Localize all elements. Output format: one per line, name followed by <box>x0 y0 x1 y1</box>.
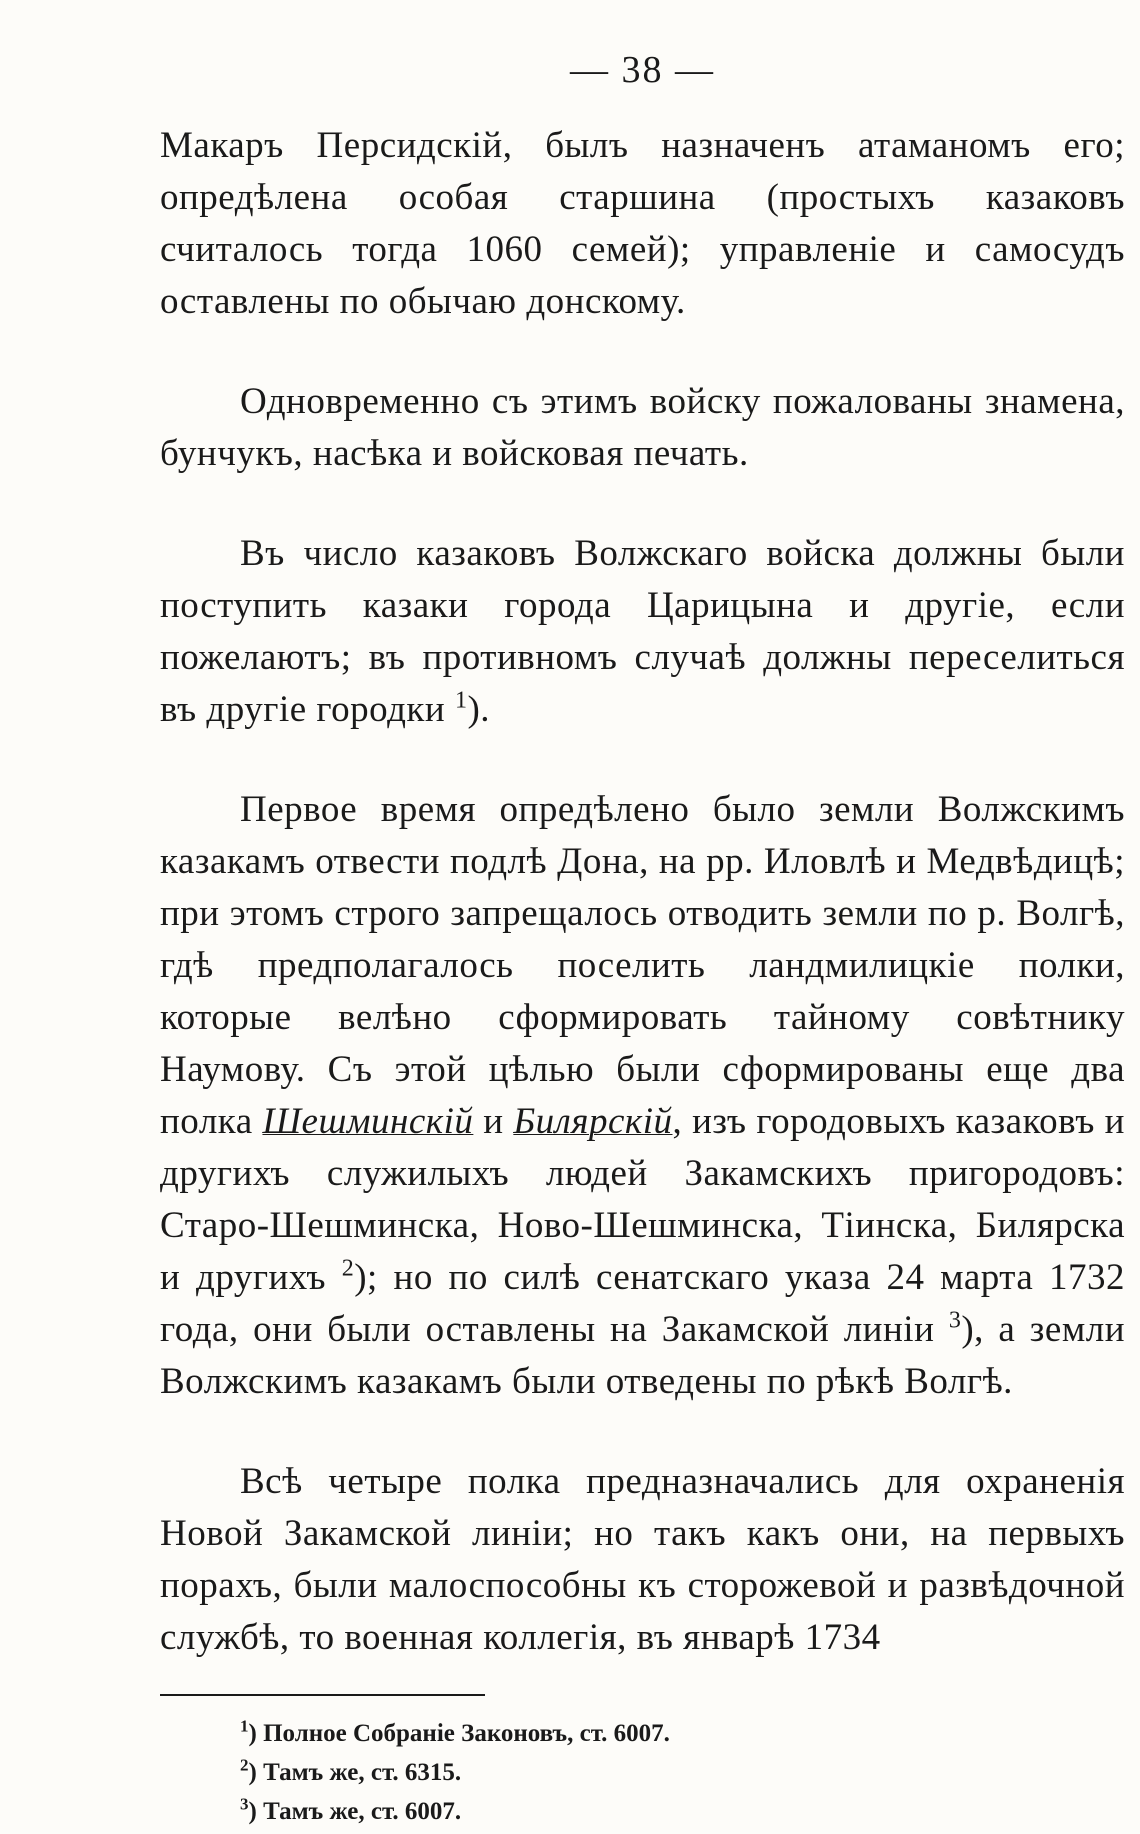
footnote-3-text: ) Тамъ же, ст. 6007. <box>248 1798 462 1825</box>
footnote-1 <box>240 1714 1125 1753</box>
footnote-ref-3: 3 <box>948 1307 962 1334</box>
footnote-1-text: ) Полное Собраніе Законовъ, ст. 6007. <box>248 1720 670 1747</box>
paragraph-4 <box>160 784 1125 1408</box>
paragraph-4-text-e: ), а земли Волжскимъ казакамъ были отведены по рѣкѣ Волгѣ. <box>160 1309 1125 1402</box>
regiment-name-bilyarsky: Билярскій <box>513 1101 673 1142</box>
paragraph-2-text: Одновременно съ этимъ войску пожалованы знамена, бунчукъ, насѣка и войсковая печать. <box>160 381 1125 474</box>
paragraph-5-text: Всѣ четыре полка предназначались для охраненія Новой Закамской линіи; но такъ какъ они, на первыхъ порахъ, были малоспособны къ сторожевой и развѣдочной службѣ, то военная коллегія, въ январѣ 1734 <box>160 1461 1125 1658</box>
footnote-2 <box>240 1753 1125 1792</box>
footnote-ref-2: 2 <box>341 1255 355 1282</box>
paragraph-4-text-d: ); но по силѣ сенатскаго указа 24 марта 1732 года, они были оставлены на Закамской линіи <box>160 1257 1125 1350</box>
paragraph-3-text: Въ число казаковъ Волжскаго войска должны были поступить казаки города Царицына и другіе, если пожелаютъ; въ противномъ случаѣ должны переселиться въ другіе городки <box>160 533 1125 730</box>
paragraph-3 <box>160 528 1125 736</box>
regiment-name-sheshminsky: Шешминскій <box>262 1101 474 1142</box>
footnotes <box>160 1714 1125 1831</box>
footnote-3 <box>240 1792 1125 1831</box>
footnote-divider <box>160 1694 485 1696</box>
page-number: — 38 — <box>570 49 715 91</box>
footnote-1-mark: 1 <box>240 1716 249 1736</box>
paragraph-4-text-c: , изъ городовыхъ казаковъ и другихъ служилыхъ людей Закамскихъ пригородовъ: Старо-Шешминска, Ново-Шешминска, Тіинска, Билярска и другихъ <box>160 1101 1125 1298</box>
paragraph-2 <box>160 376 1125 480</box>
paragraph-3-text-end: ). <box>467 689 491 730</box>
paragraph-5 <box>160 1456 1125 1664</box>
page <box>160 48 1125 1831</box>
paragraph-1 <box>160 120 1125 328</box>
paragraph-4-text-a: Первое время опредѣлено было земли Волжскимъ казакамъ отвести подлѣ Дона, на рр. Иловлѣ и Медвѣдицѣ; при этомъ строго запрещалось отводить земли по р. Волгѣ, гдѣ предполагалось поселить ландмилицкіе полки, которые велѣно сформировать тайному совѣтнику Наумову. Съ этой цѣлью были сформированы еще два полка <box>160 789 1125 1142</box>
paragraph-1-text: Макаръ Персидскій, былъ назначенъ атаманомъ его; опредѣлена особая старшина (простыхъ казаковъ считалось тогда 1060 семей); управленіе и самосудъ оставлены по обычаю донскому. <box>160 125 1125 322</box>
footnote-ref-1: 1 <box>454 687 468 714</box>
footnote-2-mark: 2 <box>240 1755 249 1775</box>
paragraph-4-text-b: и <box>473 1101 514 1142</box>
footnote-3-mark: 3 <box>240 1794 249 1814</box>
footnote-2-text: ) Тамъ же, ст. 6315. <box>248 1759 462 1786</box>
